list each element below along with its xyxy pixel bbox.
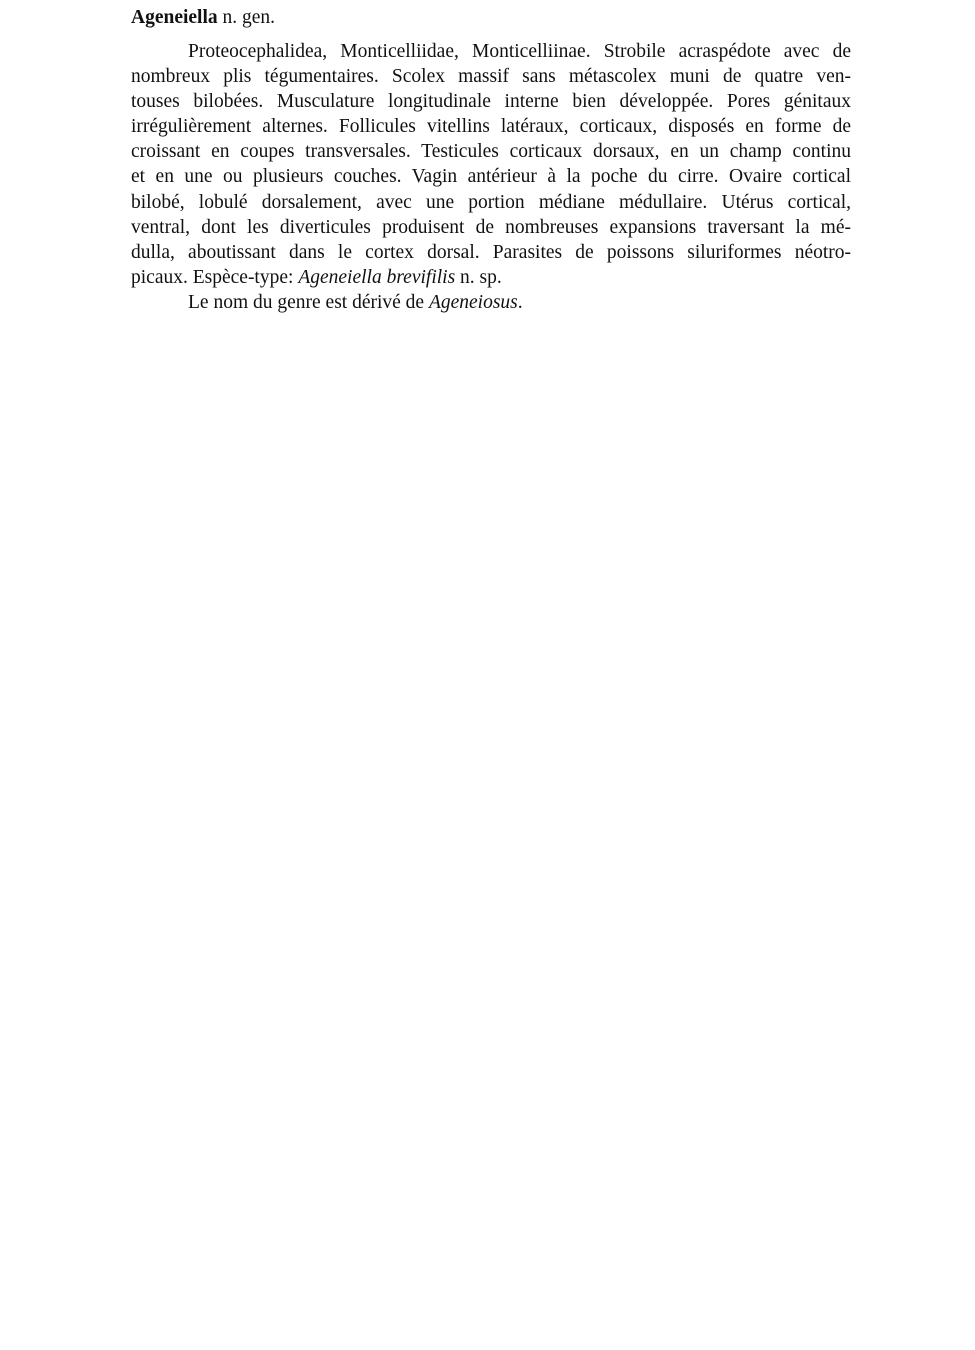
description-line: bilobé, lobulé dorsalement, avec une portion médiane médullaire. Utérus cortical, xyxy=(131,191,851,213)
etymology-line xyxy=(131,290,851,315)
type-species-prefix: picaux. Espèce-type: xyxy=(131,266,299,288)
type-species-suffix: n. sp. xyxy=(455,266,502,288)
genus-description xyxy=(131,39,851,315)
description-line: nombreux plis tégumentaires. Scolex massif sans métascolex muni de quatre ven- xyxy=(131,66,851,88)
etymology-genus: Ageneiosus xyxy=(428,291,518,313)
genus-name: Ageneiella xyxy=(131,7,218,28)
description-line: Proteocephalidea, Monticelliidae, Monticelliinae. Strobile acraspédote avec de xyxy=(188,41,851,62)
etymology-suffix: . xyxy=(517,291,523,313)
genus-suffix: n. gen. xyxy=(217,7,276,28)
description-last-line xyxy=(131,265,851,290)
description-line: dulla, aboutissant dans le cortex dorsal. Parasites de poissons siluriformes néotro- xyxy=(131,241,851,263)
page-content xyxy=(131,5,851,315)
description-line: touses bilobées. Musculature longitudinale interne bien développée. Pores génitaux xyxy=(131,91,851,113)
etymology-prefix: Le nom du genre est dérivé de xyxy=(188,291,429,313)
description-line: et en une ou plusieurs couches. Vagin antérieur à la poche du cirre. Ovaire cortical xyxy=(131,166,851,188)
description-line: irrégulièrement alternes. Follicules vitellins latéraux, corticaux, disposés en forme de xyxy=(131,116,851,138)
type-species-name: Ageneiella brevifilis xyxy=(298,266,456,288)
description-line: ventral, dont les diverticules produisent de nombreuses expansions traversant la mé- xyxy=(131,216,851,238)
genus-heading xyxy=(131,5,851,30)
description-line: croissant en coupes transversales. Testicules corticaux dorsaux, en un champ continu xyxy=(131,141,851,163)
